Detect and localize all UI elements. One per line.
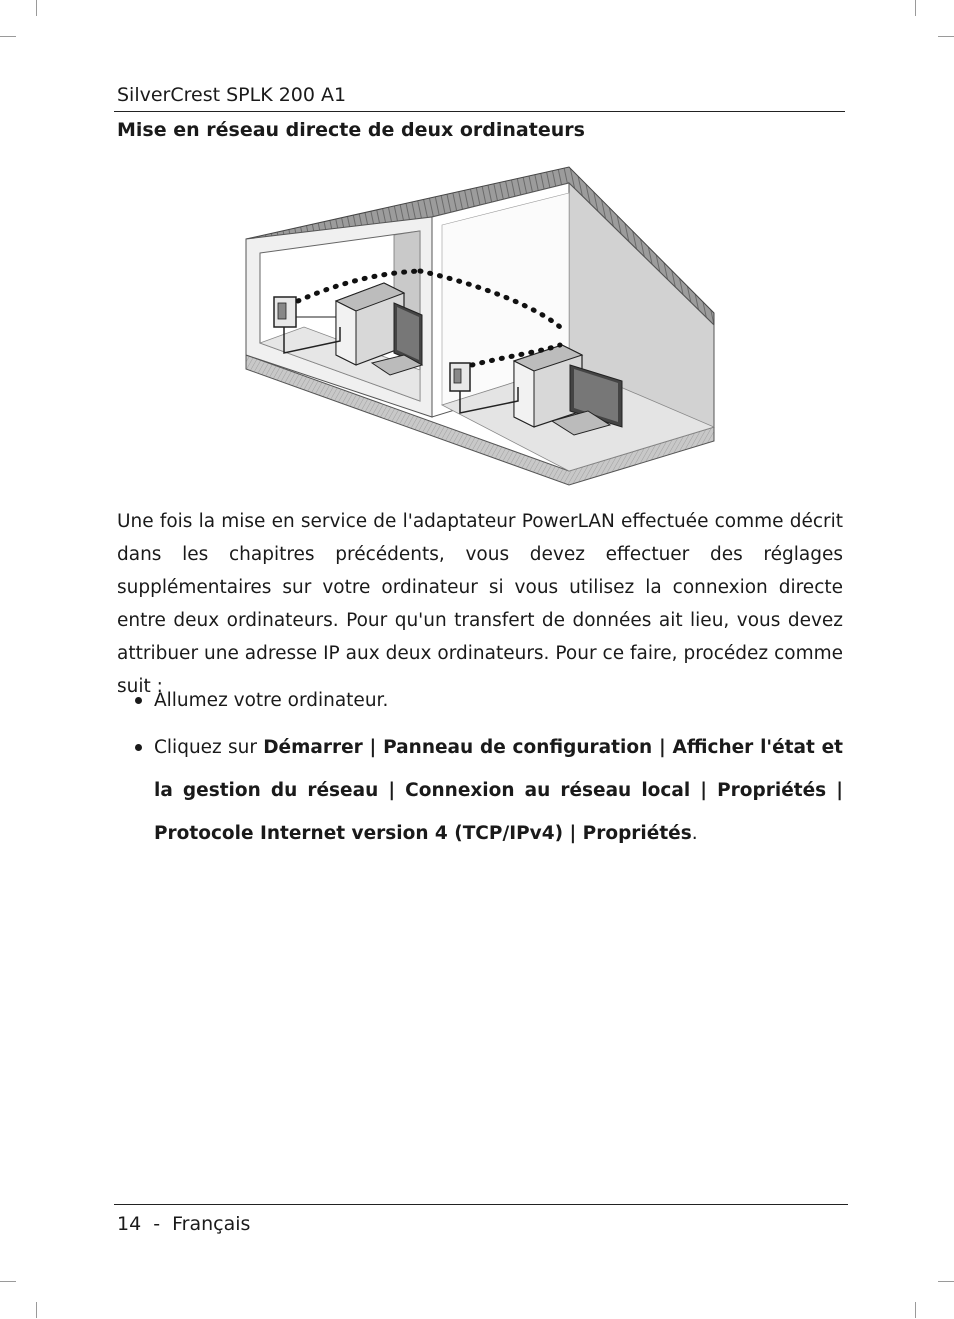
intro-paragraph: Une fois la mise en service de l'adaptateur PowerLAN effectuée comme décrit dans les chapitres précédents, vous devez effectuer des réglages supplémentaires sur votre ordinateur si vous utilisez la connexion directe entre deux ordinateurs. Pour qu'un transfert de données ait lieu, vous devez attribuer une adresse IP aux deux ordinateurs. Pour ce faire, procédez comme suit : bbox=[117, 511, 843, 697]
page-number: 14 bbox=[117, 1213, 142, 1235]
crop-mark bbox=[0, 1281, 16, 1282]
crop-mark bbox=[938, 1281, 954, 1282]
page-footer bbox=[117, 1211, 250, 1237]
footer-separator: - bbox=[153, 1213, 161, 1235]
crop-mark bbox=[36, 1302, 37, 1318]
step-text-prefix: Cliquez sur bbox=[154, 737, 264, 758]
bullet-icon bbox=[135, 744, 142, 751]
bullet-icon bbox=[135, 697, 142, 704]
crop-mark bbox=[0, 36, 16, 37]
step-text-suffix: . bbox=[691, 823, 698, 844]
crop-mark bbox=[915, 0, 916, 16]
list-item bbox=[117, 726, 843, 855]
step-text: Allumez votre ordinateur. bbox=[154, 690, 389, 711]
header-divider bbox=[114, 111, 845, 112]
running-header: SilverCrest SPLK 200 A1 bbox=[117, 84, 347, 106]
section-title: Mise en réseau directe de deux ordinateurs bbox=[117, 119, 585, 141]
steps-list bbox=[117, 684, 843, 855]
crop-mark bbox=[36, 0, 37, 16]
crop-mark bbox=[938, 36, 954, 37]
list-item bbox=[117, 684, 843, 717]
footer-language: Français bbox=[172, 1213, 251, 1235]
footer-divider bbox=[114, 1204, 848, 1205]
house-network-illustration bbox=[244, 165, 716, 487]
menu-path: Démarrer | Panneau de configuration | Afficher l'état et la gestion du réseau | Connexion au réseau local | Propriétés | Protocole Internet version 4 (TCP/IPv4) | Propriétés bbox=[154, 737, 843, 844]
crop-mark bbox=[915, 1302, 916, 1318]
